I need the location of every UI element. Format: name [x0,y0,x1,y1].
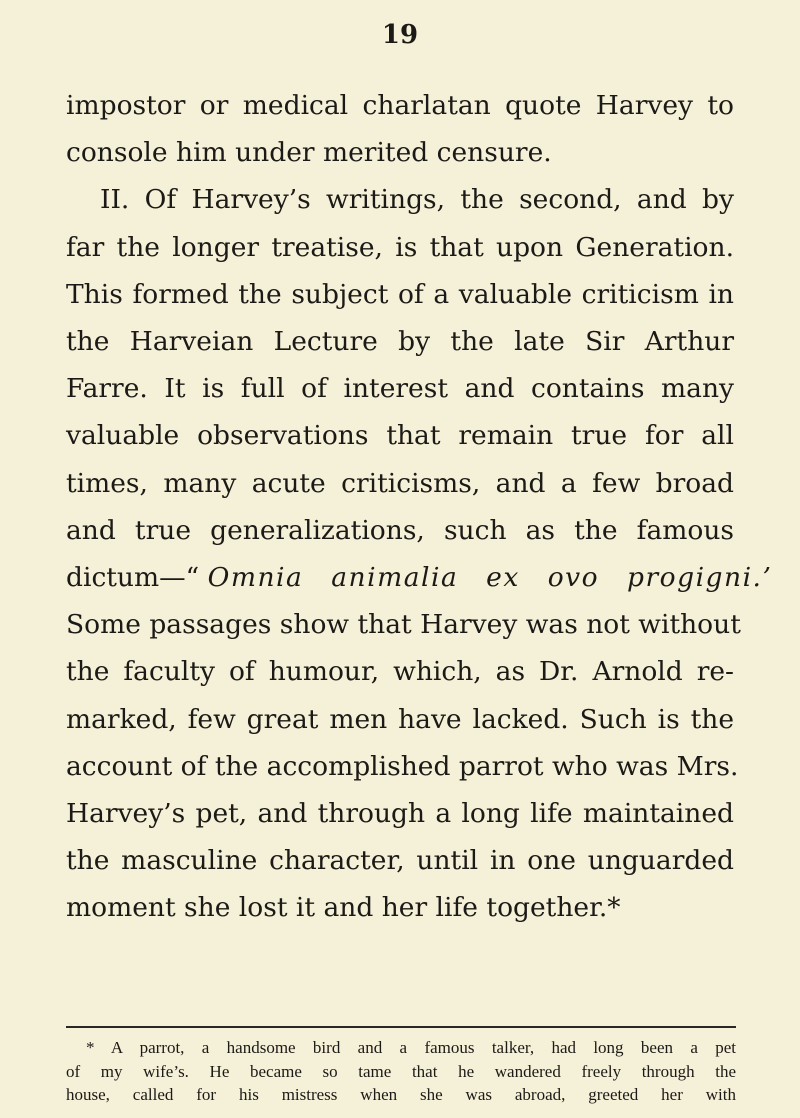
text-line: Some passages show that Harvey was not without [66,609,741,641]
text-line: console him under merited censure. [66,137,552,169]
text-line: This formed the subject of a valuable criticism in [66,278,734,310]
dictum-lead: dictum—“ [66,562,208,594]
text-line: and true generalizations, such as the famous [66,514,734,546]
text-line: far the longer treatise, is that upon Generation. [66,231,734,263]
text-line: II. Of Harvey’s writings, the second, and by [100,184,734,216]
text-line: moment she lost it and her life together.* [66,892,621,924]
text-line: Harvey’s pet, and through a long life maintained [66,798,734,830]
footnote-line: of my wife’s. He became so tame that he wandered freely through the [66,1061,736,1081]
text-line: account of the accomplished parrot who was Mrs. [66,750,739,782]
footnote-rule [66,1026,736,1028]
text-line: times, many acute criticisms, and a few broad [66,467,734,499]
text-line: the Harveian Lecture by the late Sir Arthur [66,326,734,358]
paragraph-section-ii [66,176,773,931]
text-line: Farre. It is full of interest and contains many [66,373,734,405]
text-line: the masculine character, until in one unguarded [66,845,734,877]
text-line: the faculty of humour, which, as Dr. Arnold re- [66,656,734,688]
page-number: 19 [381,20,419,50]
footnote [66,1036,736,1107]
text-line: marked, few great men have lacked. Such is the [66,703,734,735]
text-line-dictum [66,554,773,601]
text-line: valuable observations that remain true for all [66,420,734,452]
footnote-line: house, called for his mistress when she was abroad, greeted her with [66,1085,736,1104]
text-line: impostor or medical charlatan quote Harvey to [66,90,734,121]
paragraph-continued [66,82,734,176]
footnote-line: * A parrot, a handsome bird and a famous talker, had long been a pet [86,1038,736,1057]
body-text [66,82,773,932]
latin-dictum: Omnia animalia ex ovo progigni.’ [207,562,773,594]
